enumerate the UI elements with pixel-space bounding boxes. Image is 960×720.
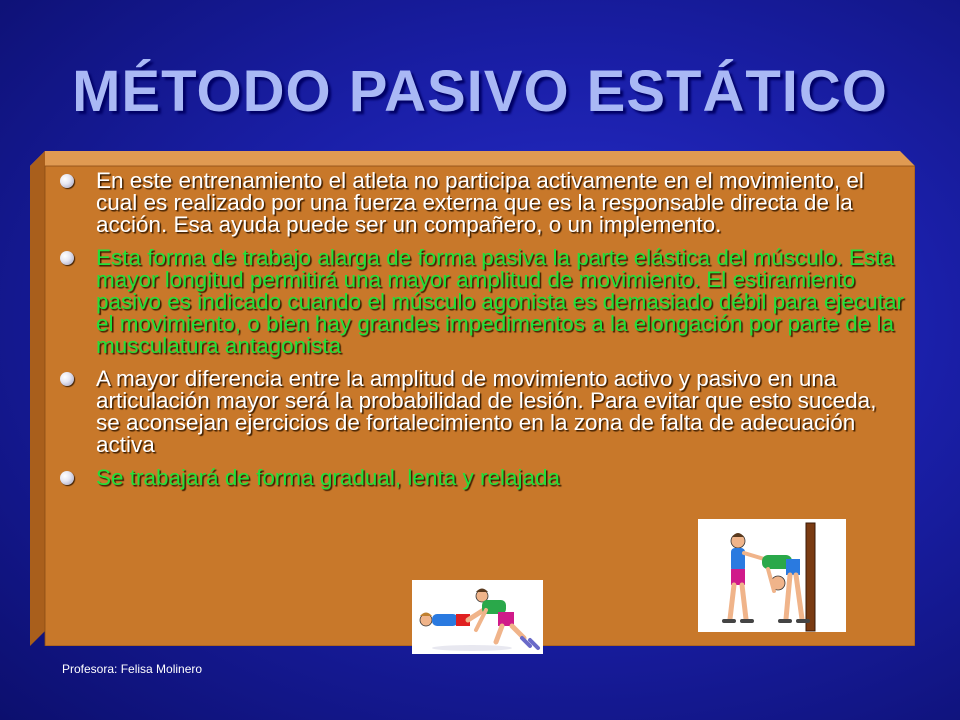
bullet-dot-icon xyxy=(60,471,74,485)
floor-stretch-illustration-icon xyxy=(412,580,543,654)
bullet-text: En este entrenamiento el atleta no participa activamente en el movimiento, el cual es realizado por una fuerza externa que es la responsable directa de la acción. Esa ayuda puede ser un compañero, o un implemento. xyxy=(96,168,864,237)
bullet-text: Se trabajará de forma gradual, lenta y relajada xyxy=(96,465,561,490)
slide-title: MÉTODO PASIVO ESTÁTICO xyxy=(72,59,888,124)
bullet-dot-icon xyxy=(60,174,74,188)
standing-stretch-illustration-icon xyxy=(698,519,846,632)
footer-author: Profesora: Felisa Molinero xyxy=(62,662,203,676)
bullet-text: Esta forma de trabajo alarga de forma pasiva la parte elástica del músculo. Esta mayor longitud permitirá una mayor amplitud de movimiento. El estiramiento pasivo es indicado cuando el músculo agonista es demasiado débil para ejecutar el movimiento, o bien hay grandes impedimentos a la elongación por parte de la musculatura antagonista xyxy=(96,245,905,358)
bullet-item-3 xyxy=(60,368,905,456)
bullet-text: A mayor diferencia entre la amplitud de movimiento activo y pasivo en una articulación mayor será la probabilidad de lesión. Para evitar que esto suceda, se aconsejan ejercicios de fortalecimiento en la zona de falta de adecuación activa xyxy=(96,366,877,457)
bullet-list xyxy=(60,170,905,500)
bullet-item-2 xyxy=(60,247,905,357)
bullet-item-1 xyxy=(60,170,905,236)
bullet-dot-icon xyxy=(60,251,74,265)
bullet-dot-icon xyxy=(60,372,74,386)
bullet-item-4 xyxy=(60,467,905,489)
